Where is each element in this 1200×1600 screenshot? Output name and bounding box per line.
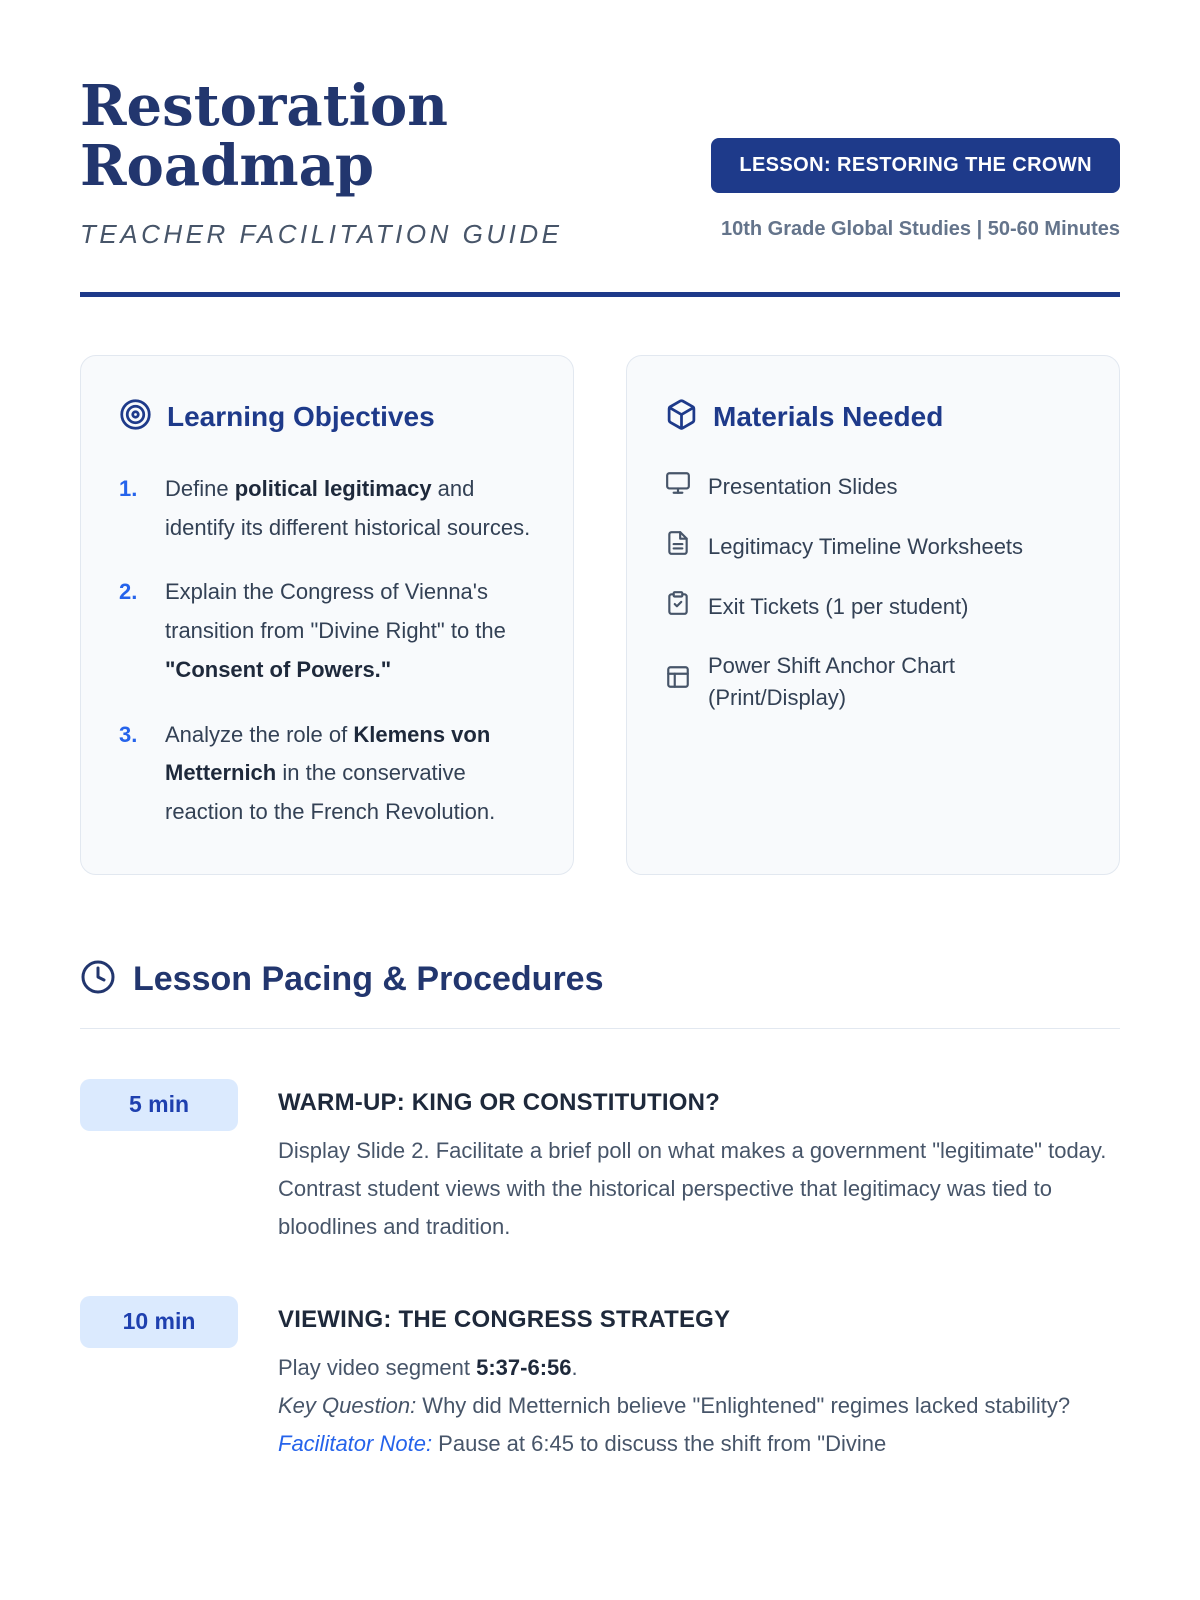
objective-number: 2. — [119, 579, 138, 605]
lesson-meta: 10th Grade Global Studies | 50-60 Minutes — [720, 218, 1120, 240]
material-label: Legitimacy Timeline Worksheets — [708, 534, 1024, 560]
pacing-item-title: VIEWING: THE CONGRESS STRATEGY — [278, 1305, 731, 1333]
material-item — [665, 650, 1081, 714]
material-label: Power Shift Anchor Chart (Print/Display) — [708, 652, 956, 710]
objective-number: 3. — [119, 721, 138, 747]
info-cards — [80, 355, 1120, 875]
clipboard-icon — [665, 590, 691, 625]
objectives-heading: Learning Objectives — [167, 400, 435, 432]
header-left — [80, 73, 563, 250]
objective-text: Analyze the role of Klemens von Metternich in the conservative reaction to the French Revolution. — [165, 721, 496, 824]
page-title-line2: Roadmap — [80, 133, 375, 200]
objective-text: Define political legitimacy and identify its different historical sources. — [165, 475, 531, 540]
page-title — [80, 73, 562, 200]
header-rule — [80, 292, 1120, 297]
material-label: Presentation Slides — [708, 474, 898, 500]
clock-icon — [80, 959, 116, 1000]
objective-item — [119, 716, 535, 832]
page-subtitle: TEACHER FACILITATION GUIDE — [80, 218, 563, 249]
pacing-item — [80, 1079, 1120, 1246]
objective-number: 1. — [119, 475, 138, 501]
pacing-item-content — [278, 1079, 1120, 1246]
materials-card-header — [665, 398, 1081, 436]
objectives-list — [119, 470, 535, 832]
materials-heading: Materials Needed — [713, 400, 944, 432]
pacing-item-body: Play video segment 5:37-6:56. Key Question: Why did Metternich believe "Enlightened" regimes lacked stability? Facilitator Note: Pause at 6:45 to discuss the shift from "Divine — [278, 1354, 1071, 1456]
pacing-section — [80, 959, 1120, 1463]
objective-text: Explain the Congress of Vienna's transition from "Divine Right" to the "Consent of Powers." — [165, 579, 506, 682]
pacing-heading: Lesson Pacing & Procedures — [133, 959, 604, 998]
package-icon — [665, 398, 698, 436]
material-label: Exit Tickets (1 per student) — [708, 594, 969, 620]
document-icon — [665, 530, 691, 565]
pacing-section-header — [80, 959, 1120, 1000]
time-badge: 10 min — [80, 1296, 238, 1348]
header-right — [711, 76, 1120, 246]
materials-list — [665, 470, 1081, 713]
target-icon — [119, 398, 152, 436]
objectives-card-header — [119, 398, 535, 436]
material-item — [665, 530, 1081, 565]
pacing-item — [80, 1296, 1120, 1463]
pacing-item-title: WARM-UP: KING OR CONSTITUTION? — [278, 1088, 720, 1116]
objective-item — [119, 470, 535, 547]
learning-objectives-card — [80, 355, 574, 875]
objective-item — [119, 573, 535, 689]
pacing-item-body: Display Slide 2. Facilitate a brief poll on what makes a government "legitimate" today. Contrast student views with the historical perspective that legitimacy was tied to bloodlines and tradition. — [278, 1137, 1107, 1239]
pacing-divider — [80, 1028, 1120, 1029]
header — [80, 73, 1120, 250]
materials-needed-card — [626, 355, 1120, 875]
pacing-item-content — [278, 1296, 1120, 1463]
lesson-badge: LESSON: RESTORING THE CROWN — [711, 138, 1120, 193]
time-badge: 5 min — [80, 1079, 238, 1131]
page-title-line1: Restoration — [80, 73, 448, 139]
monitor-icon — [665, 470, 691, 505]
material-item — [665, 590, 1081, 625]
chart-board-icon — [665, 664, 691, 699]
material-item — [665, 470, 1081, 505]
